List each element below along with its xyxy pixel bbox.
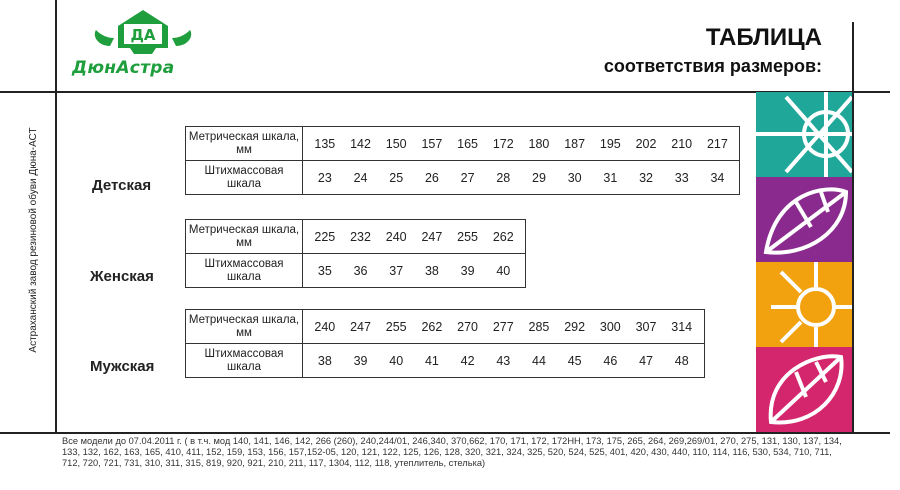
metric-values <box>303 310 705 344</box>
table-cell: 202 <box>635 136 657 151</box>
table-cell: 38 <box>424 263 439 278</box>
table-cell: 262 <box>492 229 514 244</box>
table-cell: 29 <box>532 170 546 185</box>
group-name-women: Женская <box>90 268 154 285</box>
table-cell: 240 <box>314 319 336 334</box>
logo-emblem-text: ДА <box>130 26 156 44</box>
table-cell: 285 <box>528 319 550 334</box>
size-table-men <box>185 309 705 378</box>
table-cell: 37 <box>389 263 404 278</box>
row-label-metric: Метрическая шкала, мм <box>186 220 303 254</box>
table-cell: 210 <box>671 136 693 151</box>
brand-name: ДюнАстра <box>72 58 175 78</box>
table-cell: 39 <box>460 263 475 278</box>
page-subtitle: соответствия размеров: <box>603 56 822 76</box>
table-cell: 26 <box>424 170 439 185</box>
table-row <box>186 161 740 195</box>
size-table-women <box>185 219 526 288</box>
table-cell: 41 <box>424 353 439 368</box>
table-cell: 44 <box>532 353 546 368</box>
table-cell: 165 <box>457 136 479 151</box>
table-cell: 35 <box>317 263 332 278</box>
group-name-kids: Детская <box>92 177 152 194</box>
table-cell: 300 <box>599 319 621 334</box>
table-cell: 232 <box>350 229 371 244</box>
page-title: ТАБЛИЦА <box>705 24 822 51</box>
table-cell: 180 <box>528 136 550 151</box>
table-cell: 135 <box>314 136 336 151</box>
table-cell: 157 <box>421 136 443 151</box>
table-cell: 247 <box>350 319 371 334</box>
row-label-shtih: Штихмассовая шкала <box>186 254 303 288</box>
table-row <box>186 344 705 378</box>
row-label-metric: Метрическая шкала, мм <box>186 127 303 161</box>
table-cell: 40 <box>389 353 404 368</box>
table-cell: 33 <box>674 170 689 185</box>
table-cell: 23 <box>317 170 332 185</box>
row-label-shtih: Штихмассовая шкала <box>186 161 303 195</box>
table-cell: 34 <box>710 170 725 185</box>
table-cell: 150 <box>385 136 407 151</box>
manufacturer-side-text: Астраханский завод резиновой обуви Дюна-АСТ <box>28 127 39 353</box>
table-cell: 27 <box>460 170 475 185</box>
table-cell: 277 <box>492 319 514 334</box>
footnote: Все модели до 07.04.2011 г. ( в т.ч. мод 140, 141, 146, 142, 266 (260), 240,244/01, 246,340, 370,662, 170, 171, 172, 172НН, 173, 175, 265, 264, 269,269/01, 270, 275, 131, 130, 137, 134, 133, 132, 162, 163, 165, 410, 411, 152, 159, 153, 156, 157,152-05, 120, 121, 122, 125, 126, 128, 320, 321, 324, 325, 520, 524, 525, 401, 420, 430, 440, 110, 114, 116, 530, 534, 710, 711, 712, 720, 721, 731, 310, 311, 315, 819, 920, 921, 210, 211, 117, 1304, 112, 118, утеплитель, стелька) <box>62 436 842 468</box>
table-cell: 217 <box>706 136 728 151</box>
table-cell: 25 <box>389 170 404 185</box>
table-row <box>186 254 526 288</box>
table-cell: 262 <box>421 319 443 334</box>
table-cell: 45 <box>567 353 582 368</box>
table-cell: 314 <box>671 319 693 334</box>
table-cell: 247 <box>421 229 443 244</box>
table-cell: 142 <box>350 136 371 151</box>
size-table-kids <box>185 126 740 195</box>
shtih-values <box>303 344 705 378</box>
table-cell: 172 <box>492 136 514 151</box>
table-cell: 255 <box>385 319 407 334</box>
table-cell: 195 <box>599 136 621 151</box>
footer-divider <box>0 432 890 434</box>
left-divider <box>55 0 57 432</box>
table-cell: 307 <box>635 319 657 334</box>
table-cell: 255 <box>457 229 479 244</box>
table-cell: 31 <box>603 170 618 185</box>
table-row <box>186 220 526 254</box>
metric-values <box>303 220 526 254</box>
table-cell: 47 <box>639 353 653 368</box>
shtih-values <box>303 161 740 195</box>
table-row <box>186 127 740 161</box>
row-label-metric: Метрическая шкала, мм <box>186 310 303 344</box>
row-label-shtih: Штихмассовая шкала <box>186 344 303 378</box>
table-cell: 48 <box>674 353 689 368</box>
table-cell: 39 <box>353 353 368 368</box>
table-cell: 42 <box>460 353 475 368</box>
table-cell: 28 <box>496 170 511 185</box>
table-cell: 38 <box>317 353 332 368</box>
table-cell: 32 <box>639 170 653 185</box>
table-cell: 292 <box>564 319 586 334</box>
table-cell: 270 <box>457 319 479 334</box>
table-cell: 240 <box>385 229 407 244</box>
shtih-values <box>303 254 526 288</box>
table-cell: 36 <box>353 263 368 278</box>
table-cell: 43 <box>496 353 511 368</box>
table-cell: 187 <box>564 136 586 151</box>
metric-values <box>303 127 740 161</box>
table-cell: 30 <box>567 170 582 185</box>
table-cell: 24 <box>353 170 368 185</box>
right-divider <box>852 22 854 432</box>
table-cell: 225 <box>314 229 336 244</box>
group-name-men: Мужская <box>90 358 155 375</box>
table-cell: 46 <box>603 353 618 368</box>
decorative-pattern-icon <box>756 92 852 432</box>
table-row <box>186 310 705 344</box>
table-cell: 40 <box>496 263 511 278</box>
